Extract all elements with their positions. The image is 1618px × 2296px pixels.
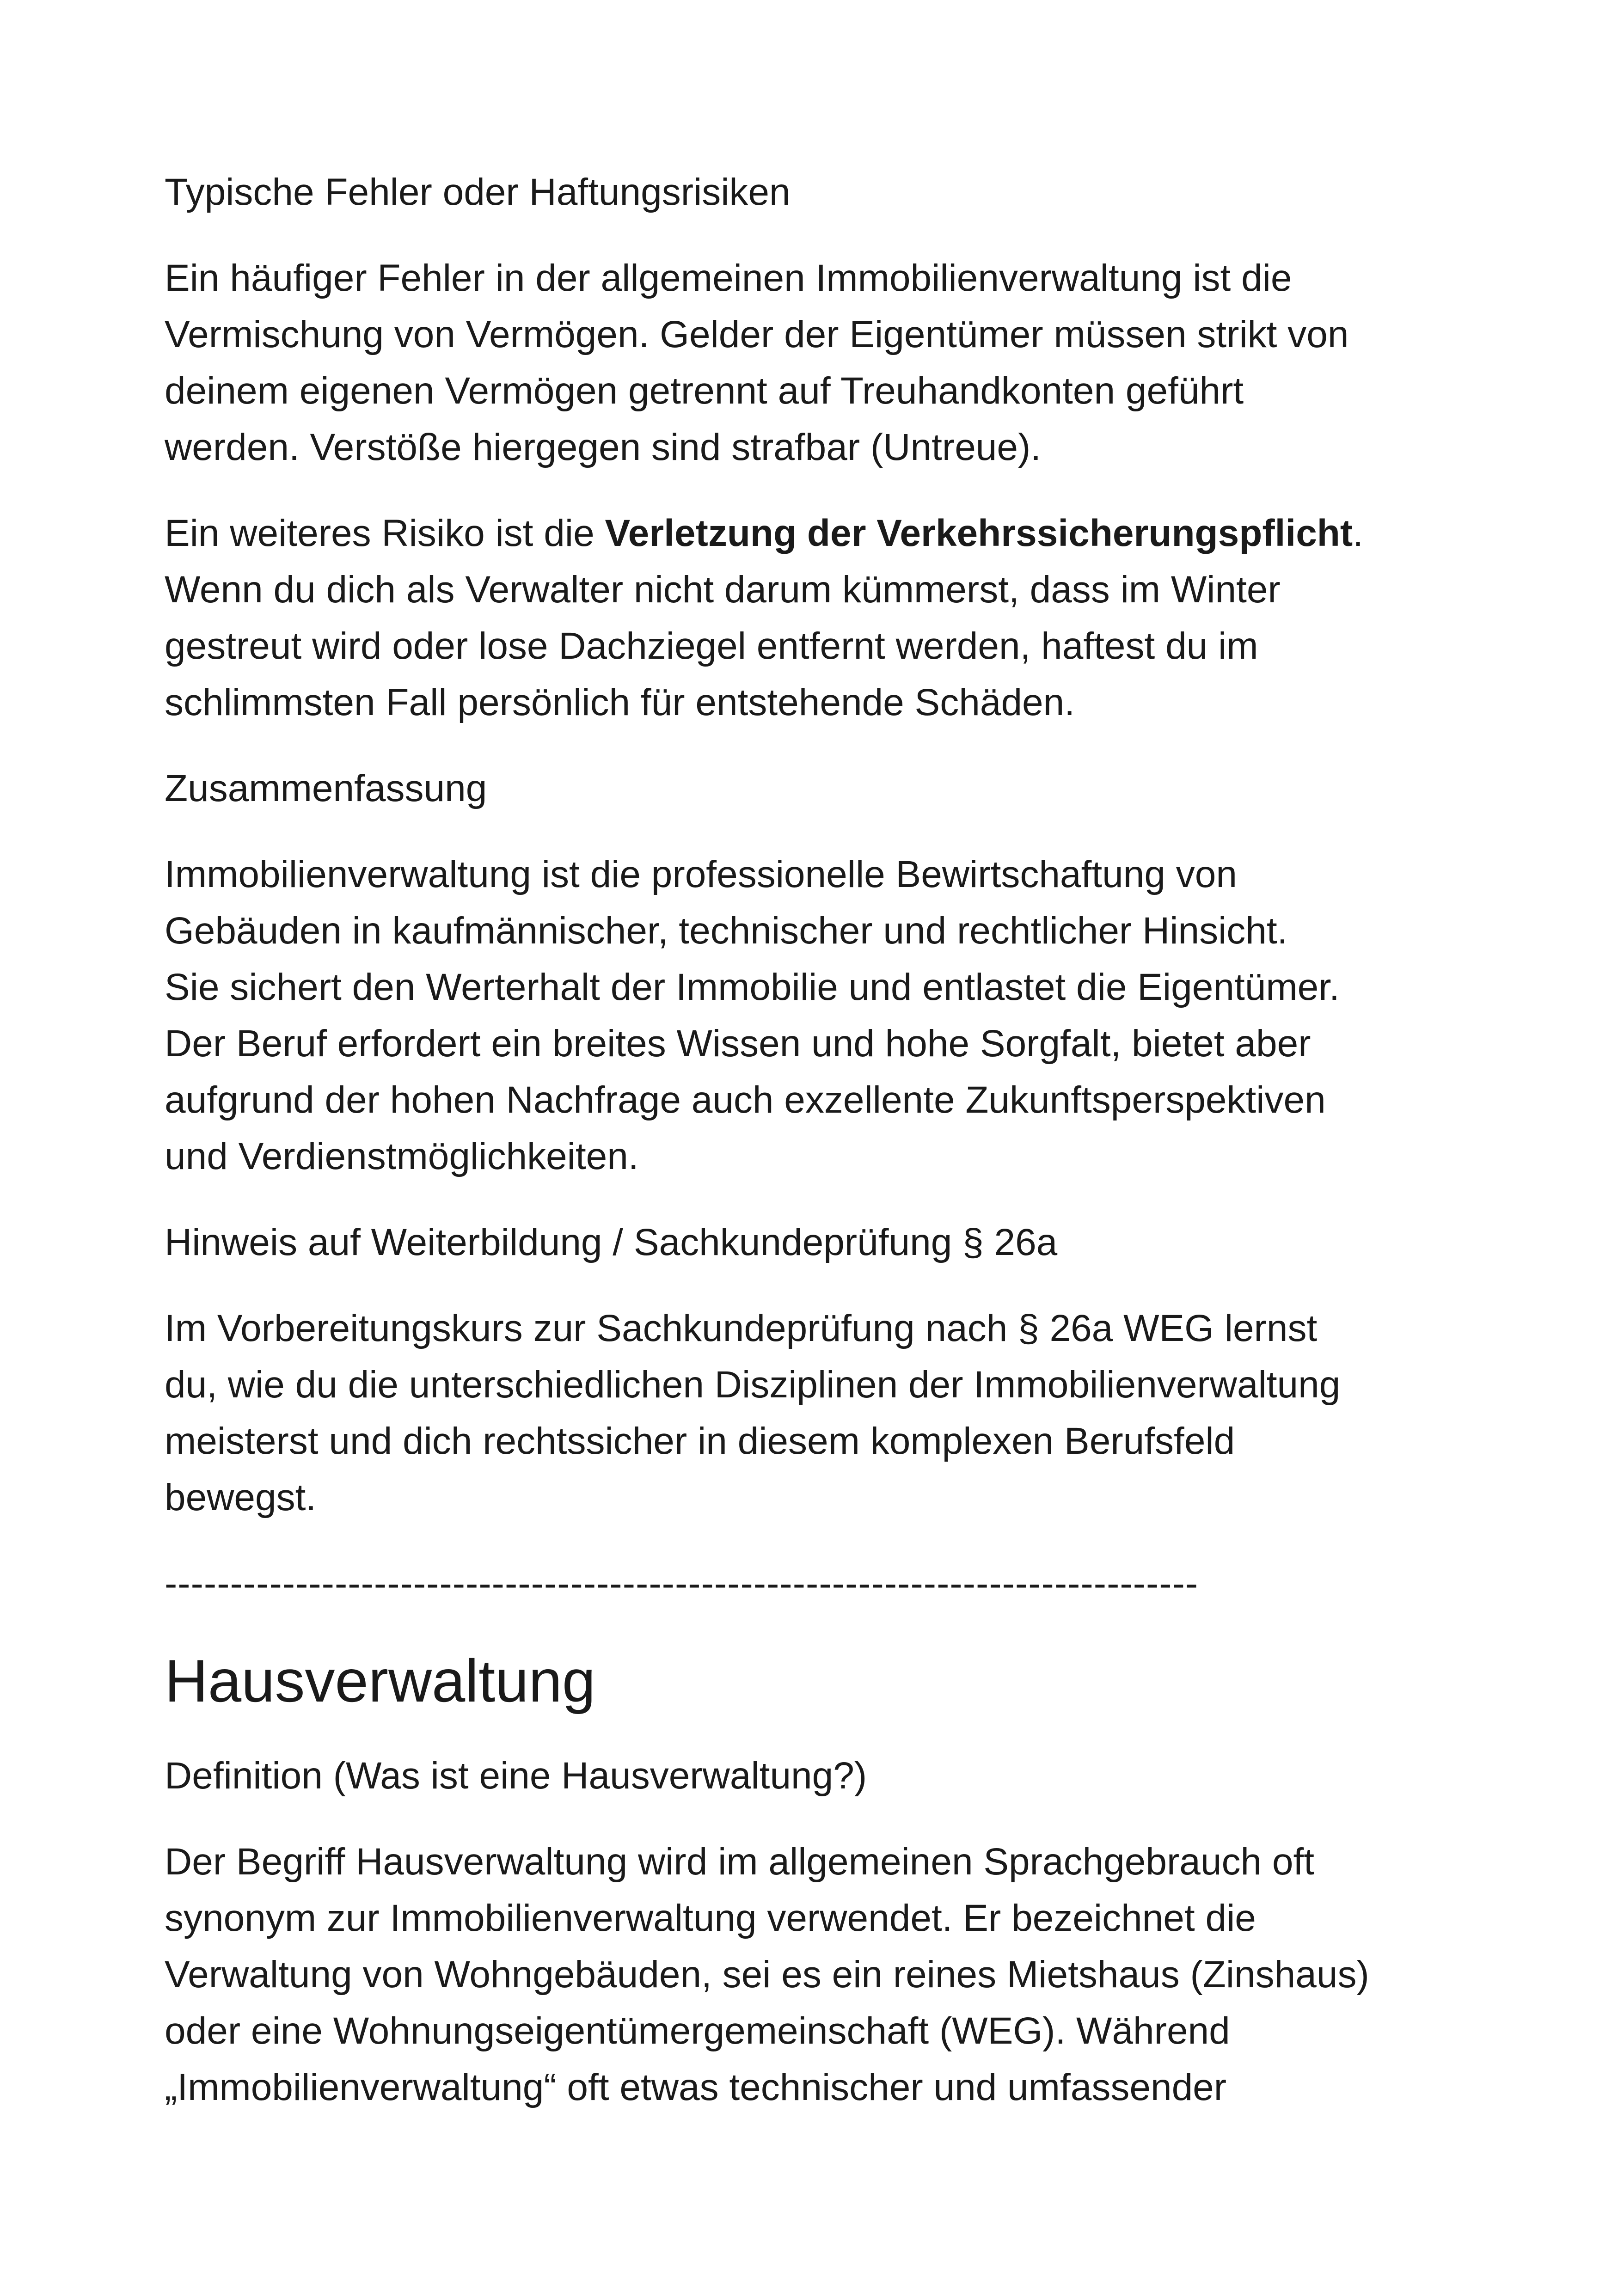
text-line: bewegst. [165,1476,317,1518]
text-line: gestreut wird oder lose Dachziegel entfernt werden, haftest du im [165,625,1258,667]
text-line: deinem eigenen Vermögen getrennt auf Treuhandkonten geführt [165,370,1244,412]
text-line: schlimmsten Fall persönlich für entstehende Schäden. [165,681,1075,723]
page-title-hausverwaltung: Hausverwaltung [165,1647,596,1714]
text-line: Der Beruf erfordert ein breites Wissen und hohe Sorgfalt, bietet aber [165,1022,1311,1065]
text-line: und Verdienstmöglichkeiten. [165,1135,639,1177]
section-heading-zusammenfassung: Zusammenfassung [165,767,487,809]
text-line: Vermischung von Vermögen. Gelder der Eigentümer müssen strikt von [165,313,1349,355]
section-heading-weiterbildung: Hinweis auf Weiterbildung / Sachkundeprüfung § 26a [165,1221,1058,1263]
text-span: . [1353,512,1363,554]
text-line: Im Vorbereitungskurs zur Sachkundeprüfung nach § 26a WEG lernst [165,1307,1318,1349]
text-line: „Immobilienverwaltung“ oft etwas technischer und umfassender [165,2066,1227,2108]
text-line: Verwaltung von Wohngebäuden, sei es ein reines Mietshaus (Zinshaus) [165,1953,1369,1996]
paragraph-zusammenfassung [165,846,1473,1185]
text-line: Wenn du dich als Verwalter nicht darum kümmerst, dass im Winter [165,569,1281,611]
paragraph-definition [165,1834,1473,2116]
text-line [165,505,1473,562]
paragraph-vermischung [165,250,1473,476]
bold-term: Verletzung der Verkehrssicherungspflicht [605,512,1353,554]
text-line: aufgrund der hohen Nachfrage auch exzellente Zukunftsperspektiven [165,1079,1326,1121]
dashed-divider: ------------------------------------------------------------------------------- [165,1562,1199,1604]
paragraph-weiterbildung [165,1300,1473,1526]
text-span: Ein weiteres Risiko ist die [165,512,605,554]
text-line: Sie sichert den Werterhalt der Immobilie und entlastet die Eigentümer. [165,966,1340,1008]
section-heading-haftungsrisiken: Typische Fehler oder Haftungsrisiken [165,171,791,213]
text-line: Gebäuden in kaufmännischer, technischer und rechtlicher Hinsicht. [165,910,1288,952]
text-line: oder eine Wohnungseigentümergemeinschaft (WEG). Während [165,2010,1230,2052]
paragraph-verkehrssicherung [165,505,1473,731]
text-line: Der Begriff Hausverwaltung wird im allgemeinen Sprachgebrauch oft [165,1841,1315,1883]
text-line: du, wie du die unterschiedlichen Disziplinen der Immobilienverwaltung [165,1364,1341,1406]
text-line: synonym zur Immobilienverwaltung verwendet. Er bezeichnet die [165,1897,1256,1939]
text-line: meisterst und dich rechtssicher in diesem komplexen Berufsfeld [165,1420,1235,1462]
text-line: Immobilienverwaltung ist die professionelle Bewirtschaftung von [165,853,1237,895]
text-line: werden. Verstöße hiergegen sind strafbar (Untreue). [165,426,1042,468]
document-page [165,164,1473,2145]
section-heading-definition: Definition (Was ist eine Hausverwaltung?) [165,1755,867,1797]
text-line: Ein häufiger Fehler in der allgemeinen Immobilienverwaltung ist die [165,257,1292,299]
